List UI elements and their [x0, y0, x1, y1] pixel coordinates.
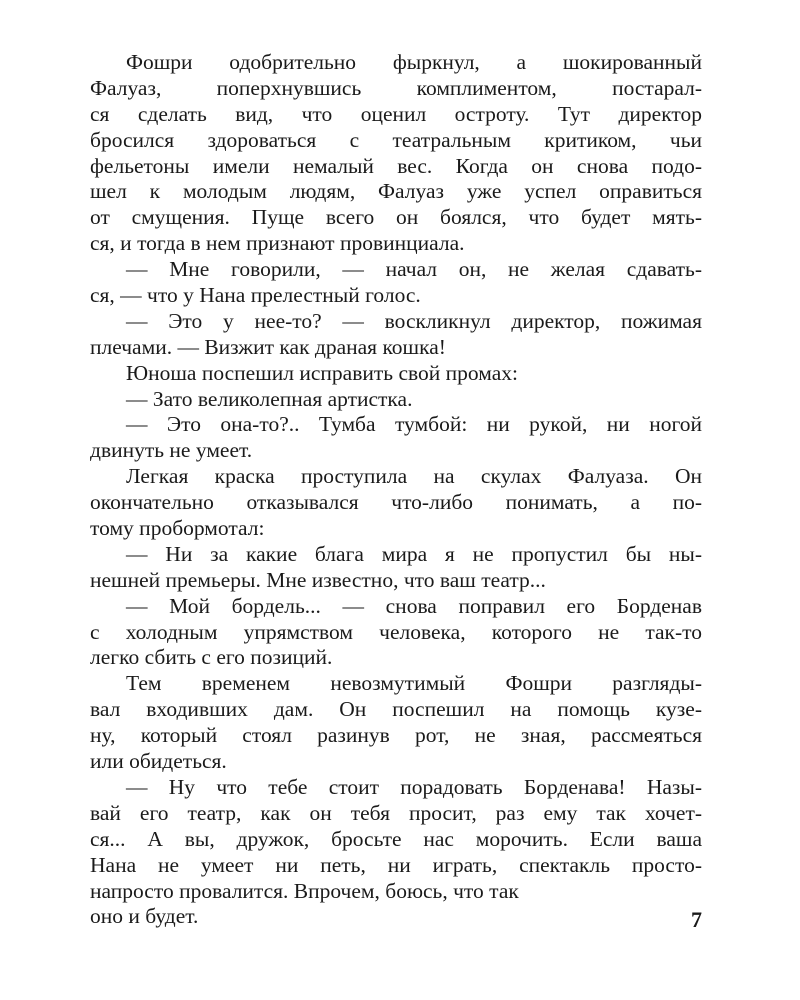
text-line: — Мой бордель... — снова поправил его Борденав — [126, 593, 702, 618]
text-line: — Ну что тебе стоит порадовать Борденава! Назы- — [126, 774, 702, 799]
page-number: 7 — [691, 907, 702, 932]
text-line: — Это она-то?.. Тумба тумбой: ни рукой, ни ногой — [126, 412, 702, 437]
text-line: — Ни за какие блага мира я не пропустил бы ны- — [126, 541, 702, 566]
text-line: ся... А вы, дружок, бросьте нас морочить. Если ваша — [90, 826, 702, 851]
text-line: ся сделать вид, что оценил остроту. Тут директор — [90, 101, 702, 126]
text-line: напросто провалится. Впрочем, боюсь, что так — [90, 878, 519, 903]
text-line: Юноша поспешил исправить свой промах: — [126, 360, 518, 385]
text-line: Тем временем невозмутимый Фошри разгляды- — [126, 671, 702, 696]
text-line: нешней премьеры. Мне известно, что ваш театр... — [90, 567, 546, 592]
text-line: шел к молодым людям, Фалуаз уже успел оправиться — [90, 179, 702, 204]
text-line: или обидеться. — [90, 749, 227, 774]
text-line: тому пробормотал: — [90, 516, 265, 541]
text-line: фельетоны имели немалый вес. Когда он снова подо- — [90, 153, 702, 178]
text-line: Фалуаз, поперхнувшись комплиментом, постарал- — [90, 75, 702, 100]
text-line: — Это у нее-то? — воскликнул директор, пожимая — [126, 308, 702, 333]
text-line: двинуть не умеет. — [90, 438, 253, 463]
text-line: — Зато великолепная артистка. — [126, 386, 413, 411]
text-line: плечами. — Визжит как драная кошка! — [90, 334, 446, 359]
text-line: ся, и тогда в нем признают провинциала. — [90, 231, 465, 256]
text-line: вал входивших дам. Он поспешил на помощь кузе- — [90, 697, 702, 722]
text-line: ну, который стоял разинув рот, не зная, рассмеяться — [90, 723, 702, 748]
text-line: оно и будет. — [90, 904, 199, 929]
text-line: легко сбить с его позиций. — [90, 645, 333, 670]
text-line: бросился здороваться с театральным критиком, чьи — [90, 127, 702, 152]
text-line: Легкая краска проступила на скулах Фалуаза. Он — [126, 464, 702, 489]
text-line: с холодным упрямством человека, которого не так-то — [90, 619, 702, 644]
text-line: окончательно отказывался что-либо понимать, а по- — [90, 490, 702, 515]
text-line: ся, — что у Нана прелестный голос. — [90, 283, 421, 308]
text-line: от смущения. Пуще всего он боялся, что будет мять- — [90, 205, 702, 230]
body-text — [90, 50, 702, 930]
text-line: вай его театр, как он тебя просит, раз ему так хочет- — [90, 800, 702, 825]
text-line: Нана не умеет ни петь, ни играть, спектакль просто- — [90, 852, 702, 877]
text-line: Фошри одобрительно фыркнул, а шокированный — [126, 50, 702, 74]
text-line: — Мне говорили, — начал он, не желая сдавать- — [126, 257, 702, 282]
